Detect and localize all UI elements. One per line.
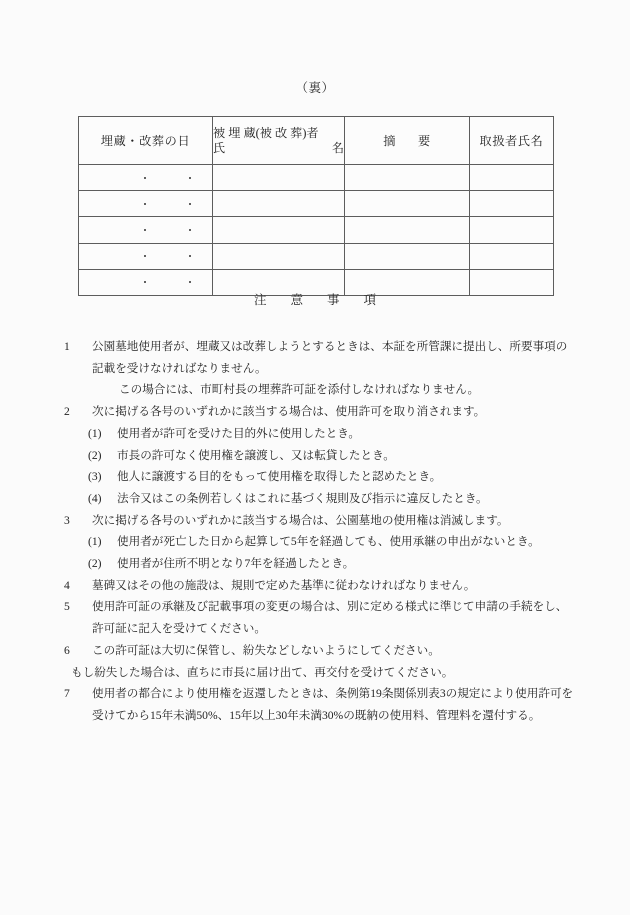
notice-item-2-text: 次に掲げる各号のいずれかに該当する場合は、使用許可を取り消されます。 bbox=[92, 405, 486, 419]
date-separator-mark: ・ bbox=[184, 277, 196, 290]
table-row[interactable] bbox=[79, 165, 554, 191]
notice-item-2-number: 2 bbox=[64, 405, 70, 419]
notice-item-5 bbox=[0, 596, 630, 639]
column-header-burial-date: 埋蔵・改葬の日 bbox=[79, 117, 213, 165]
notice-heading-char-4: 項 bbox=[363, 293, 377, 307]
notice-item-5-number: 5 bbox=[64, 600, 70, 614]
notice-item-1-text: 公園墓地使用者が、埋蔵又は改葬しようとするときは、本証を所管課に提出し、所要事項の記載を受けなければなりません。 bbox=[92, 340, 568, 375]
notice-item-3-sub-2-label: (2) bbox=[88, 557, 102, 571]
notice-item-7-text: 使用者の都合により使用権を返還したときは、条例第19条関係別表3の規定により使用許可を受けてから15年未満50%、15年以上30年未満30%の既納の使用料、管理料を還付する。 bbox=[92, 687, 574, 722]
notice-heading-char-2: 意 bbox=[290, 293, 303, 307]
notice-heading bbox=[0, 290, 630, 308]
cell-burial-date[interactable] bbox=[79, 191, 213, 217]
date-separator-mark: ・ bbox=[139, 198, 151, 211]
notice-item-6-number: 6 bbox=[64, 643, 70, 657]
notice-heading-char-1: 注 bbox=[253, 293, 267, 307]
column-header-surname-char: 氏 bbox=[213, 140, 226, 155]
cell-handler-name[interactable] bbox=[470, 191, 554, 217]
notice-item-4-number: 4 bbox=[64, 578, 70, 592]
notice-item-6-continuation: もし紛失した場合は、直ちに市長に届け出て、再交付を受けてください。 bbox=[71, 665, 454, 679]
date-separator-mark: ・ bbox=[184, 224, 196, 237]
notice-item-6-text: この許可証は大切に保管し、紛失などしないようにしてください。 bbox=[92, 643, 440, 657]
cell-burial-date[interactable] bbox=[79, 165, 213, 191]
cell-remarks[interactable] bbox=[345, 165, 470, 191]
column-header-remarks-char1: 摘 bbox=[383, 134, 396, 148]
burial-record-table bbox=[78, 116, 554, 296]
column-header-remarks bbox=[345, 117, 470, 165]
cell-deceased-name[interactable] bbox=[213, 217, 345, 243]
table-header-row bbox=[79, 117, 554, 165]
notice-item-1 bbox=[0, 336, 630, 379]
table-row[interactable] bbox=[79, 243, 554, 269]
notice-item-7-number: 7 bbox=[64, 687, 70, 701]
notice-item-3-sub-1-text: 使用者が死亡した日から起算して5年を経過しても、使用承継の申出がないとき。 bbox=[117, 535, 540, 549]
date-separator-mark: ・ bbox=[184, 172, 196, 185]
notice-item-2 bbox=[0, 401, 630, 423]
notice-item-2-sub-1-label: (1) bbox=[88, 426, 102, 440]
cell-remarks[interactable] bbox=[345, 243, 470, 269]
cell-handler-name[interactable] bbox=[470, 217, 554, 243]
column-header-handler-name: 取扱者氏名 bbox=[470, 117, 554, 165]
notice-item-2-sub-4-text: 法令又はこの条例若しくはこれに基づく規則及び指示に違反したとき。 bbox=[117, 491, 488, 505]
notice-heading-char-3: 事 bbox=[327, 293, 340, 307]
notice-item-3-text: 次に掲げる各号のいずれかに該当する場合は、公園墓地の使用権は消滅します。 bbox=[92, 513, 509, 527]
date-separator-mark: ・ bbox=[139, 224, 151, 237]
notice-item-5-text: 使用許可証の承継及び記載事項の変更の場合は、別に定める様式に準じて申請の手続をし、許可証に記入を受けてください。 bbox=[92, 600, 568, 636]
notice-item-2-sub-2-text: 市長の許可なく使用権を譲渡し、又は転貸したとき。 bbox=[117, 448, 395, 462]
table-body bbox=[79, 165, 554, 296]
notice-item-7 bbox=[0, 683, 630, 726]
column-header-deceased-name bbox=[213, 117, 345, 165]
notice-item-2-sub-4-label: (4) bbox=[88, 491, 102, 505]
column-header-remarks-char2: 要 bbox=[418, 134, 431, 148]
table-row[interactable] bbox=[79, 191, 554, 217]
cell-deceased-name[interactable] bbox=[213, 243, 345, 269]
column-header-deceased-name-line1: 被 埋 蔵(被 改 葬)者 bbox=[213, 125, 319, 140]
notice-item-2-sub-3-text: 他人に譲渡する目的をもって使用権を取得したと認めたとき。 bbox=[117, 470, 442, 484]
notice-item-3-sub-2-text: 使用者が住所不明となり7年を経過したとき。 bbox=[117, 557, 355, 571]
cell-remarks[interactable] bbox=[345, 217, 470, 243]
notice-item-3 bbox=[0, 510, 630, 532]
notice-item-3-number: 3 bbox=[64, 513, 70, 527]
date-separator-mark: ・ bbox=[184, 251, 196, 264]
date-separator-mark: ・ bbox=[184, 198, 196, 211]
notice-item-3-sub-2 bbox=[0, 553, 630, 575]
date-separator-mark: ・ bbox=[139, 277, 151, 290]
cell-burial-date[interactable] bbox=[79, 217, 213, 243]
table-row[interactable] bbox=[79, 217, 554, 243]
cell-remarks[interactable] bbox=[345, 191, 470, 217]
column-header-givenname-char: 名 bbox=[331, 140, 344, 155]
notice-item-3-sub-1-label: (1) bbox=[88, 535, 102, 549]
notice-item-2-sub-2-label: (2) bbox=[88, 448, 102, 462]
notice-item-2-sub-1 bbox=[0, 423, 630, 445]
notice-item-2-sub-2 bbox=[0, 445, 630, 467]
notice-item-6 bbox=[0, 640, 630, 662]
notice-item-2-sub-3 bbox=[0, 466, 630, 488]
notice-item-4 bbox=[0, 575, 630, 597]
cell-handler-name[interactable] bbox=[470, 243, 554, 269]
notice-item-1-extra-paragraph: この場合には、市町村長の埋葬許可証を添付しなければなりません。 bbox=[119, 383, 480, 397]
notice-item-3-sub-1 bbox=[0, 531, 630, 553]
cell-deceased-name[interactable] bbox=[213, 165, 345, 191]
notice-item-2-sub-1-text: 使用者が許可を受けた目的外に使用したとき。 bbox=[117, 426, 361, 440]
page-side-label: （裏） bbox=[295, 81, 335, 95]
notice-item-1-number: 1 bbox=[64, 340, 70, 353]
cell-burial-date[interactable] bbox=[79, 243, 213, 269]
cell-deceased-name[interactable] bbox=[213, 191, 345, 217]
notice-item-2-sub-4 bbox=[0, 488, 630, 510]
date-separator-mark: ・ bbox=[139, 251, 151, 264]
date-separator-mark: ・ bbox=[139, 172, 151, 185]
cell-handler-name[interactable] bbox=[470, 165, 554, 191]
notice-item-4-text: 墓碑又はその他の施設は、規則で定めた基準に従わなければなりません。 bbox=[92, 578, 476, 592]
notice-item-2-sub-3-label: (3) bbox=[88, 470, 102, 484]
notice-list bbox=[0, 336, 630, 727]
